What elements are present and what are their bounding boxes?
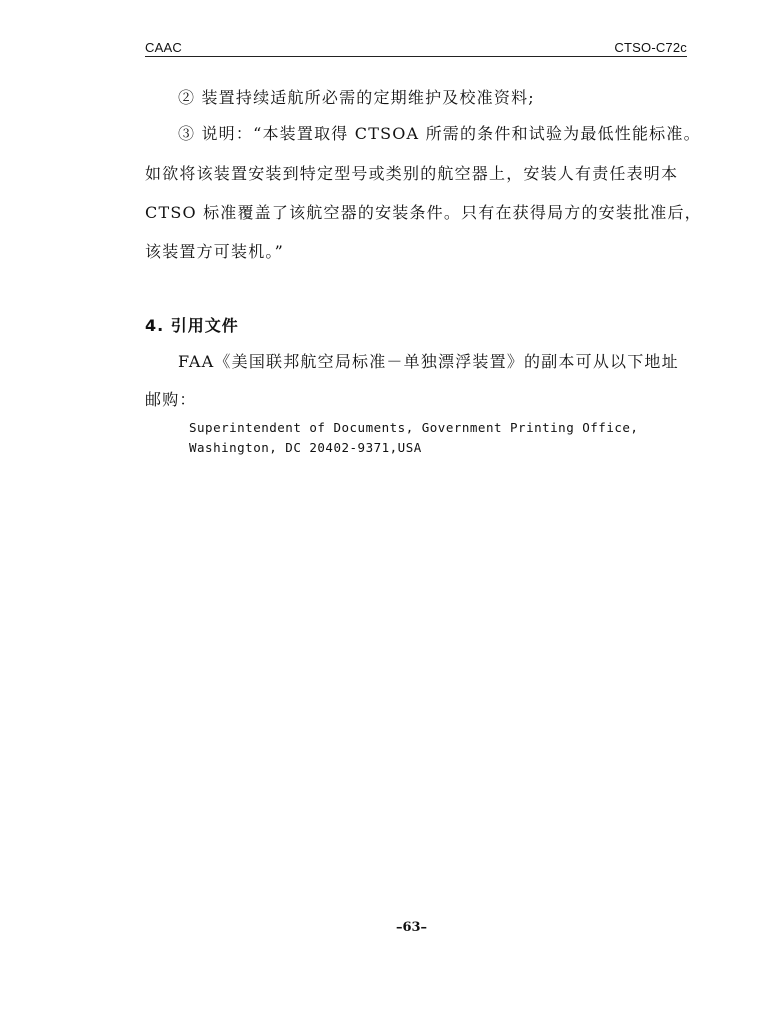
header-rule <box>145 56 687 57</box>
item-3-line-2: 如欲将该装置安装到特定型号或类别的航空器上，安装人有责任表明本 <box>145 164 679 183</box>
item-3-line-1: ③ 说明：“本装置取得 CTSOA 所需的条件和试验为最低性能标准。 <box>178 124 701 143</box>
address-line-2: Washington, DC 20402-9371,USA <box>189 440 422 455</box>
section-4-paragraph-line-2: 邮购： <box>145 390 197 409</box>
item-3-line-3: CTSO 标准覆盖了该航空器的安装条件。只有在获得局方的安装批准后， <box>145 203 702 222</box>
section-4-heading: 4. 引用文件 <box>145 316 239 335</box>
section-4-paragraph-line-1: FAA《美国联邦航空局标准－单独漂浮装置》的副本可从以下地址 <box>178 352 679 371</box>
item-2-text: ② 装置持续适航所必需的定期维护及校准资料; <box>178 88 535 107</box>
header-org: CAAC <box>145 40 182 55</box>
header-doc-id: CTSO-C72c <box>614 40 687 55</box>
page-number: –63– <box>395 920 428 935</box>
address-line-1: Superintendent of Documents, Government Printing Office, <box>189 420 639 435</box>
item-3-line-4: 该装置方可装机。” <box>145 242 284 261</box>
